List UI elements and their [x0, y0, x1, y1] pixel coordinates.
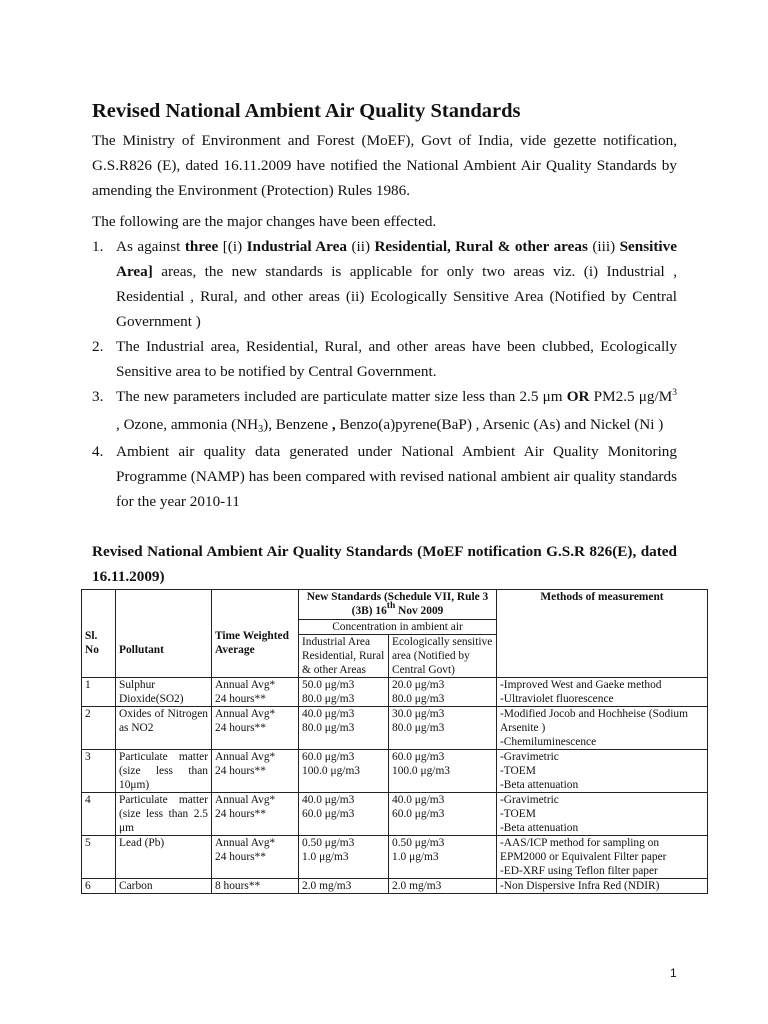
- cell-line: -Beta attenuation: [500, 822, 579, 834]
- cell-time: [212, 707, 299, 750]
- cell-line: 80.0 μg/m3: [302, 722, 355, 734]
- table-row: [82, 836, 708, 879]
- cell-line: 30.0 μg/m3: [392, 708, 445, 720]
- cell-line: 100.0 μg/m3: [392, 765, 450, 777]
- list-item: 2. The Industrial area, Residential, Rural, and other areas have been clubbed, Ecologically Sensitive area to be notified by Central Government.: [92, 338, 677, 380]
- cell-methods: [497, 879, 708, 894]
- cell-methods: [497, 678, 708, 707]
- table-row: [82, 707, 708, 750]
- cell-line: 80.0 μg/m3: [392, 722, 445, 734]
- cell-pollutant: Particulate matter (size less than 2.5 μm: [116, 793, 212, 836]
- cell-line: 8 hours**: [215, 880, 261, 892]
- table-row: [82, 678, 708, 707]
- cell-line: 60.0 μg/m3: [392, 808, 445, 820]
- cell-line: -ED-XRF using Teflon filter paper: [500, 865, 658, 877]
- cell-line: 24 hours**: [215, 693, 266, 705]
- cell-sl: 2: [82, 707, 116, 750]
- cell-time: [212, 836, 299, 879]
- list-item: 4. Ambient air quality data generated under National Ambient Air Quality Monitoring Programme (NAMP) has been compared with revised national ambient air quality standards for the year 2010-11: [92, 443, 677, 510]
- cell-ind: [299, 793, 389, 836]
- cell-line: 2.0 mg/m3: [302, 880, 352, 892]
- cell-methods: [497, 836, 708, 879]
- cell-methods: [497, 793, 708, 836]
- cell-sl: 3: [82, 750, 116, 793]
- cell-sl: 6: [82, 879, 116, 894]
- cell-line: Annual Avg*: [215, 708, 276, 720]
- cell-line: 60.0 μg/m3: [302, 808, 355, 820]
- cell-line: -Gravimetric: [500, 751, 559, 763]
- cell-line: 0.50 μg/m3: [392, 837, 445, 849]
- header-methods: Methods of measurement: [497, 590, 708, 678]
- cell-line: 24 hours**: [215, 765, 266, 777]
- cell-pollutant: Lead (Pb): [116, 836, 212, 879]
- header-concentration: Concentration in ambient air: [299, 620, 497, 635]
- table-row: [82, 793, 708, 836]
- cell-sl: 5: [82, 836, 116, 879]
- cell-line: Annual Avg*: [215, 679, 276, 691]
- cell-eco: [389, 678, 497, 707]
- cell-line: 24 hours**: [215, 722, 266, 734]
- header-new-standards: New Standards (Schedule VII, Rule 3 (3B) 16th Nov 2009: [299, 590, 497, 620]
- cell-ind: [299, 879, 389, 894]
- cell-line: 60.0 μg/m3: [302, 751, 355, 763]
- cell-line: 2.0 mg/m3: [392, 880, 442, 892]
- cell-line: Annual Avg*: [215, 751, 276, 763]
- list-item: 3. The new parameters included are particulate matter size less than 2.5 μm OR PM2.5 $\mu g/M^3$ , Ozone, ammonia (NH3), Benzene , Benzo(a)pyrene(BaP) , Arsenic (As) and Nickel (Ni ): [92, 388, 677, 435]
- cell-line: 60.0 μg/m3: [392, 751, 445, 763]
- changes-intro: The following are the major changes have been effected.: [92, 213, 437, 230]
- cell-pollutant: Particulate matter (size less than 10μm): [116, 750, 212, 793]
- cell-line: 40.0 μg/m3: [302, 794, 355, 806]
- cell-eco: [389, 879, 497, 894]
- cell-line: -Gravimetric: [500, 794, 559, 806]
- cell-line: 1.0 μg/m3: [392, 851, 439, 863]
- header-pollutant: Pollutant: [116, 590, 212, 678]
- standards-table: [81, 589, 708, 894]
- cell-line: -Ultraviolet fluorescence: [500, 693, 614, 705]
- cell-line: -Modified Jocob and Hochheise (Sodium Arsenite ): [500, 708, 688, 734]
- table-row: [82, 879, 708, 894]
- cell-methods: [497, 750, 708, 793]
- cell-ind: [299, 678, 389, 707]
- document-title: Revised National Ambient Air Quality Standards: [92, 100, 521, 122]
- cell-methods: [497, 707, 708, 750]
- cell-line: 1.0 μg/m3: [302, 851, 349, 863]
- header-sl: Sl. No: [82, 590, 116, 678]
- page-number: 1: [670, 966, 677, 980]
- header-ecological: Ecologically sensitive area (Notified by Central Govt): [389, 635, 497, 678]
- cell-line: 0.50 μg/m3: [302, 837, 355, 849]
- changes-list: [92, 234, 677, 514]
- header-time: Time Weighted Average: [212, 590, 299, 678]
- cell-line: -TOEM: [500, 765, 536, 777]
- cell-line: -Chemiluminescence: [500, 736, 597, 748]
- cell-line: 24 hours**: [215, 851, 266, 863]
- table-heading: Revised National Ambient Air Quality Standards (MoEF notification G.S.R 826(E), dated 16.11.2009): [92, 543, 677, 585]
- cell-pollutant: Sulphur Dioxide(SO2): [116, 678, 212, 707]
- cell-line: 20.0 μg/m3: [392, 679, 445, 691]
- cell-line: 80.0 μg/m3: [392, 693, 445, 705]
- cell-line: -TOEM: [500, 808, 536, 820]
- cell-time: [212, 879, 299, 894]
- cell-pollutant: Carbon: [116, 879, 212, 894]
- cell-line: -Non Dispersive Infra Red (NDIR): [500, 880, 660, 892]
- cell-pollutant: Oxides of Nitrogen as NO2: [116, 707, 212, 750]
- cell-line: Annual Avg*: [215, 837, 276, 849]
- list-item: 1. As against three [(i) Industrial Area (ii) Residential, Rural & other areas (iii) Sensitive Area] areas, the new standards is applicable for only two areas viz. (i) Industrial , Residential , Rural, and other areas (ii) Ecologically Sensitive Area (Notified by Central Government ): [92, 238, 677, 330]
- cell-line: 24 hours**: [215, 808, 266, 820]
- cell-ind: [299, 750, 389, 793]
- intro-paragraph: The Ministry of Environment and Forest (MoEF), Govt of India, vide gezette notification, G.S.R826 (E), dated 16.11.2009 have notified the National Ambient Air Quality Standards by amending the Environment (Protection) Rules 1986.: [92, 132, 677, 199]
- cell-time: [212, 750, 299, 793]
- cell-eco: [389, 707, 497, 750]
- header-industrial: Industrial Area Residential, Rural & other Areas: [299, 635, 389, 678]
- cell-line: 40.0 μg/m3: [392, 794, 445, 806]
- cell-sl: 4: [82, 793, 116, 836]
- cell-line: -Improved West and Gaeke method: [500, 679, 662, 691]
- cell-eco: [389, 836, 497, 879]
- cell-ind: [299, 707, 389, 750]
- cell-line: 80.0 μg/m3: [302, 693, 355, 705]
- cell-line: 100.0 μg/m3: [302, 765, 360, 777]
- cell-line: -AAS/ICP method for sampling on EPM2000 or Equivalent Filter paper: [500, 837, 667, 863]
- cell-sl: 1: [82, 678, 116, 707]
- cell-time: [212, 678, 299, 707]
- cell-line: 40.0 μg/m3: [302, 708, 355, 720]
- cell-eco: [389, 793, 497, 836]
- cell-ind: [299, 836, 389, 879]
- cell-line: -Beta attenuation: [500, 779, 579, 791]
- cell-line: 50.0 μg/m3: [302, 679, 355, 691]
- cell-line: Annual Avg*: [215, 794, 276, 806]
- cell-eco: [389, 750, 497, 793]
- table-header-row: [82, 590, 708, 620]
- cell-time: [212, 793, 299, 836]
- table-row: [82, 750, 708, 793]
